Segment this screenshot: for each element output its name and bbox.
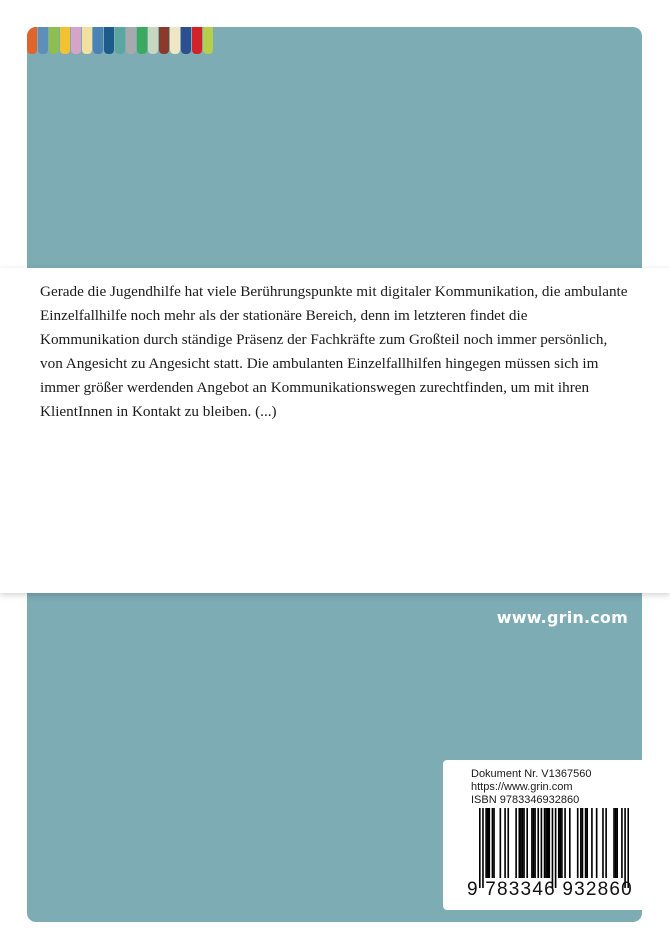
barcode-bar — [545, 808, 547, 878]
barcode-bar — [569, 808, 571, 878]
barcode-bar — [624, 808, 626, 888]
barcode-bar — [507, 808, 509, 878]
color-stripe — [115, 27, 125, 54]
barcode-bar — [518, 808, 520, 878]
barcode-bar — [558, 808, 560, 878]
barcode-bar — [531, 808, 533, 878]
barcode-bar — [613, 808, 615, 878]
barcode-bar — [621, 808, 623, 878]
barcode-bar — [561, 808, 563, 878]
isbn-line: ISBN 9783346932860 — [471, 794, 580, 806]
barcode-bar — [544, 808, 546, 878]
color-stripe — [82, 27, 92, 54]
color-stripe — [126, 27, 136, 54]
color-stripe — [93, 27, 103, 54]
barcode-bar — [582, 808, 584, 878]
barcode-bar — [515, 808, 517, 878]
document-meta — [471, 768, 591, 807]
color-stripe — [192, 27, 202, 54]
barcode-bar — [580, 808, 582, 878]
publisher-website: www.grin.com — [496, 608, 628, 627]
barcode-bar — [493, 808, 495, 878]
isbn-barcode — [479, 808, 629, 888]
barcode-bar — [560, 808, 562, 878]
barcode-bar — [537, 808, 539, 878]
barcode-bar — [552, 808, 554, 888]
barcode-bar — [500, 808, 502, 878]
barcode-bar — [627, 808, 629, 888]
barcode-bar — [488, 808, 490, 878]
barcode-bar — [615, 808, 617, 878]
barcode-digits: 9 783346 932860 — [467, 879, 633, 900]
barcode-bar — [487, 808, 489, 878]
barcode-bar — [591, 808, 593, 878]
book-blurb: Gerade die Jugendhilfe hat viele Berührungspunkte mit digitaler Kommunikation, die ambulante Einzelfallhilfe noch mehr als der stationäre Bereich, denn im letzteren findet die Kommunikation durch ständige Präsenz der Fachkräfte zum Großteil noch immer persönlich, von Angesicht zu Angesicht statt. Die ambulanten Einzelfallhilfen hingegen müssen sich im immer größer werdenden Angebot an Kommunikationswegen zurechtfinden, um mit ihren KlientInnen in Kontakt zu bleiben. (...) — [40, 283, 628, 420]
barcode-bar — [520, 808, 522, 878]
barcode-bar — [504, 808, 506, 878]
barcode-bar — [596, 808, 598, 878]
barcode-bar — [616, 808, 618, 878]
color-stripe — [38, 27, 48, 54]
barcode-bar — [523, 808, 525, 878]
barcode-bar — [522, 808, 524, 878]
color-stripe — [27, 27, 37, 54]
blurb-band — [0, 268, 670, 593]
barcode-bar — [577, 808, 579, 878]
barcode-bar — [541, 808, 543, 878]
barcode-bar — [585, 808, 587, 878]
barcode-bar — [485, 808, 487, 878]
barcode-bar — [555, 808, 557, 888]
color-stripe — [60, 27, 70, 54]
color-stripe — [137, 27, 147, 54]
barcode-bar — [548, 808, 550, 878]
color-stripe-bar — [27, 27, 214, 54]
barcode-bar — [492, 808, 494, 878]
barcode-bar — [586, 808, 588, 878]
color-stripe — [71, 27, 81, 54]
color-stripe — [104, 27, 114, 54]
barcode-bar — [526, 808, 528, 878]
barcode-bar — [547, 808, 549, 878]
barcode-bar — [602, 808, 604, 878]
color-stripe — [181, 27, 191, 54]
barcode-bar — [482, 808, 484, 888]
color-stripe — [203, 27, 213, 54]
color-stripe — [148, 27, 158, 54]
barcode-bar — [533, 808, 535, 878]
color-stripe — [170, 27, 180, 54]
document-url: https://www.grin.com — [471, 781, 573, 793]
barcode-bar — [479, 808, 481, 888]
barcode-bar — [605, 808, 607, 878]
barcode-bar — [534, 808, 536, 878]
color-stripe — [49, 27, 59, 54]
color-stripe — [159, 27, 169, 54]
barcode-box — [443, 760, 642, 910]
barcode-bar — [564, 808, 566, 878]
document-number: Dokument Nr. V1367560 — [471, 768, 592, 780]
